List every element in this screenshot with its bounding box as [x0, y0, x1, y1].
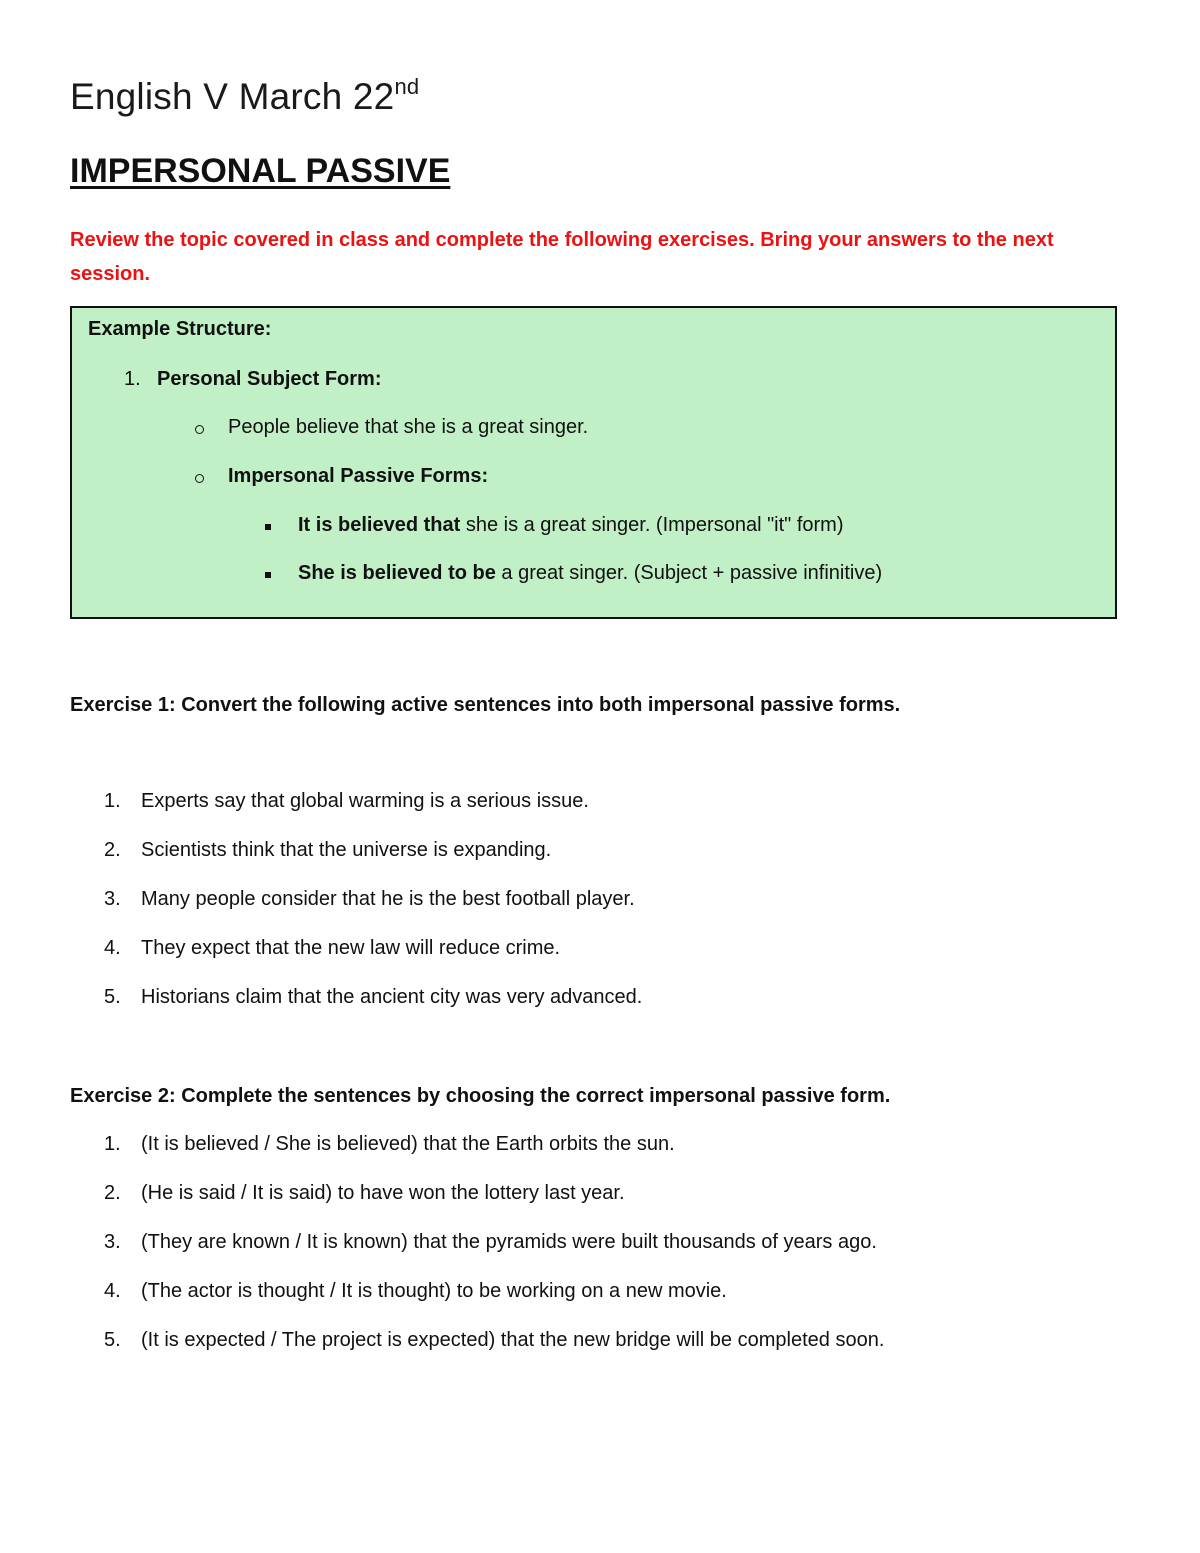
list-item	[0, 888, 1200, 918]
form-rest-part: she is a great singer. (Impersonal "it" form)	[460, 514, 844, 536]
page-title	[70, 74, 419, 118]
list-item-number: 5.	[104, 1329, 121, 1351]
list-item-text: (He is said / It is said) to have won the lottery last year.	[141, 1182, 625, 1204]
list-item-number: 3.	[104, 1231, 121, 1253]
list-item-number: 4.	[104, 937, 121, 959]
list-item-number: 4.	[104, 1280, 121, 1302]
exercise-1-heading: Exercise 1: Convert the following active sentences into both impersonal passive forms.	[70, 694, 901, 716]
page-title-superscript: nd	[394, 74, 420, 99]
example-form-impersonal-it	[298, 514, 844, 537]
page-title-text: English V March 22	[70, 76, 395, 117]
form-rest-part: a great singer. (Subject + passive infinitive)	[495, 562, 883, 584]
list-item-text: (The actor is thought / It is thought) to be working on a new movie.	[141, 1280, 727, 1302]
list-item-number: 3.	[104, 888, 121, 910]
list-item-number: 2.	[104, 1182, 121, 1204]
list-item	[0, 937, 1200, 967]
list-item	[0, 790, 1200, 820]
list-item-text: (It is expected / The project is expected) that the new bridge will be completed soon.	[141, 1329, 885, 1351]
list-item-text: (It is believed / She is believed) that the Earth orbits the sun.	[141, 1133, 675, 1155]
list-item-number: 5.	[104, 986, 121, 1008]
square-bullet-icon	[265, 572, 271, 578]
instructions-text: Review the topic covered in class and complete the following exercises. Bring your answers to the next session.	[70, 229, 1054, 285]
example-forms-label: Impersonal Passive Forms:	[228, 465, 489, 487]
example-heading: Example Structure:	[88, 318, 272, 340]
list-item-text: Historians claim that the ancient city was very advanced.	[141, 986, 643, 1008]
list-item-text: Experts say that global warming is a serious issue.	[141, 790, 589, 812]
list-item	[0, 1231, 1200, 1261]
form-bold-part: She is believed to be	[298, 562, 496, 584]
list-item-number: 1.	[104, 1133, 121, 1155]
list-item	[0, 1329, 1200, 1359]
form-bold-part: It is believed that	[298, 514, 461, 536]
list-item	[0, 839, 1200, 869]
example-item-label: Personal Subject Form:	[157, 368, 382, 390]
list-item	[0, 1280, 1200, 1310]
list-item-text: (They are known / It is known) that the pyramids were built thousands of years ago.	[141, 1231, 877, 1253]
list-item	[0, 1133, 1200, 1163]
topic-heading: IMPERSONAL PASSIVE	[70, 152, 451, 190]
circle-bullet-icon	[195, 474, 204, 483]
square-bullet-icon	[265, 524, 271, 530]
list-item	[0, 1182, 1200, 1212]
exercise-2-heading: Exercise 2: Complete the sentences by choosing the correct impersonal passive form.	[70, 1085, 891, 1107]
example-sentence: People believe that she is a great singer.	[228, 416, 589, 438]
example-item-number: 1.	[124, 368, 141, 390]
list-item-number: 1.	[104, 790, 121, 812]
list-item-text: Scientists think that the universe is expanding.	[141, 839, 552, 861]
list-item-text: They expect that the new law will reduce crime.	[141, 937, 561, 959]
example-structure-box	[70, 306, 1117, 619]
list-item-text: Many people consider that he is the best football player.	[141, 888, 635, 910]
list-item-number: 2.	[104, 839, 121, 861]
example-form-subject-infinitive	[298, 562, 882, 585]
list-item	[0, 986, 1200, 1016]
circle-bullet-icon	[195, 425, 204, 434]
